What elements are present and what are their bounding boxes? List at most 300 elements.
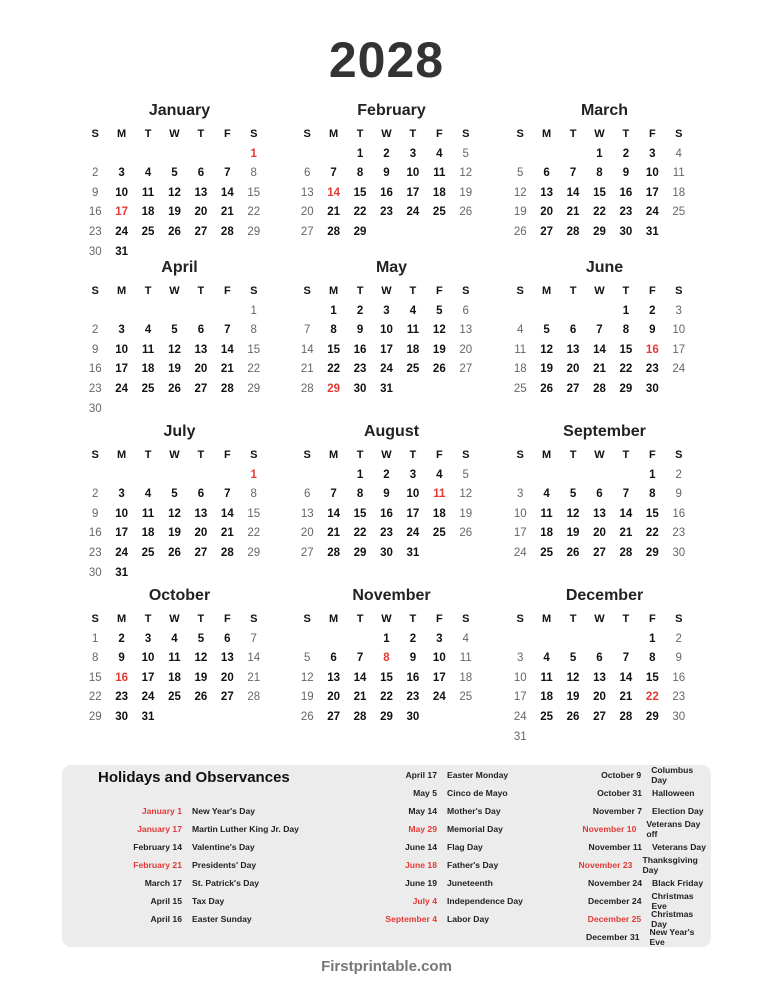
day-cell: 20: [194, 206, 208, 219]
day-cell: 2: [383, 468, 390, 481]
month-may: [294, 258, 479, 400]
holiday-name: Veterans Day: [652, 842, 706, 852]
day-cell: 30: [406, 710, 420, 723]
day-cell: 26: [432, 363, 446, 376]
day-cell: 19: [513, 206, 527, 219]
day-cell: 24: [115, 546, 129, 559]
day-cell: 7: [622, 652, 630, 665]
holiday-entry: [82, 838, 299, 856]
day-cell: 7: [596, 324, 603, 337]
week-row: [507, 466, 692, 486]
day-cell: 24: [672, 363, 686, 376]
day-cell: 6: [197, 167, 205, 180]
holiday-date: March 17: [144, 878, 182, 888]
day-cell: 26: [540, 382, 554, 395]
day-cell: 18: [432, 186, 446, 199]
day-cell: 2: [622, 147, 630, 160]
day-cell: 29: [619, 382, 633, 395]
day-cell: 19: [566, 527, 580, 540]
day-cell: 16: [380, 186, 393, 199]
weekday-header: W: [381, 449, 392, 461]
holiday-name: Labor Day: [447, 914, 490, 924]
day-cell: 22: [247, 206, 261, 219]
weekday-header: T: [622, 285, 630, 297]
weekday-header: S: [303, 285, 311, 297]
week-row: [82, 341, 267, 361]
day-cell: 10: [432, 652, 446, 665]
weekday-header-row: [294, 125, 479, 145]
day-cell: 24: [645, 206, 659, 219]
holiday-date: July 4: [412, 896, 437, 906]
weekday-header: W: [169, 449, 180, 461]
day-cell: 2: [92, 167, 99, 180]
holiday-date: June 18: [404, 860, 437, 870]
day-cell: 25: [540, 710, 554, 723]
weekday-header-row: [507, 282, 692, 302]
day-cell: 3: [409, 147, 417, 160]
holiday-date: October 31: [597, 788, 642, 798]
day-cell: 13: [194, 343, 208, 356]
holiday-name: Martin Luther King Jr. Day: [192, 824, 299, 834]
day-cell: 13: [566, 343, 580, 356]
day-cell: 9: [92, 343, 99, 356]
holiday-name: St. Patrick's Day: [192, 878, 260, 888]
day-cell: 30: [619, 225, 633, 238]
day-cell: 19: [566, 691, 580, 704]
weekday-header: T: [622, 613, 630, 625]
day-cell: 27: [194, 225, 208, 238]
day-cell: 28: [220, 225, 234, 238]
day-cell: 15: [619, 343, 633, 356]
day-cell: 15: [247, 186, 261, 199]
day-cell: 4: [144, 488, 152, 501]
day-cell: 17: [115, 527, 129, 540]
weekday-header: S: [516, 613, 524, 625]
weekday-header-row: [82, 610, 267, 630]
day-cell: 13: [459, 324, 473, 337]
day-cell: 22: [619, 363, 633, 376]
day-cell: 1: [356, 147, 364, 160]
day-cell: 19: [168, 206, 181, 219]
holiday-name: New Year's Eve: [649, 927, 695, 947]
day-cell: 25: [540, 546, 554, 559]
day-cell: 16: [406, 671, 420, 684]
week-row: [507, 164, 692, 184]
weekday-header: T: [197, 449, 205, 461]
day-cell: 25: [513, 382, 527, 395]
holiday-date: October 9: [601, 770, 642, 780]
day-cell: 24: [115, 382, 129, 395]
day-cell: 13: [593, 507, 606, 520]
day-cell: 8: [250, 167, 257, 180]
day-cell: 18: [168, 671, 181, 684]
holiday-entry: [302, 874, 523, 892]
day-cell: 9: [92, 507, 99, 520]
day-cell: 24: [380, 363, 393, 376]
day-cell: 19: [432, 343, 446, 356]
month-name: December: [565, 587, 644, 604]
day-cell: 11: [141, 507, 155, 520]
weekday-header: S: [675, 285, 683, 297]
week-row: [507, 145, 692, 165]
day-cell: 26: [194, 691, 208, 704]
holiday-date: November 23: [578, 860, 633, 870]
day-cell: 31: [115, 566, 129, 579]
day-cell: 13: [300, 186, 314, 199]
day-cell: 5: [197, 632, 205, 645]
day-cell: 15: [247, 507, 261, 520]
day-cell: 2: [409, 632, 417, 645]
day-cell: 16: [115, 671, 129, 684]
week-row: [294, 184, 479, 204]
holiday-entry: [82, 892, 299, 910]
day-cell: 15: [645, 507, 659, 520]
weekday-header: T: [622, 128, 630, 140]
day-cell: 8: [250, 324, 257, 337]
day-cell: 18: [540, 527, 554, 540]
day-cell: 16: [88, 206, 102, 219]
day-cell: 2: [356, 304, 364, 317]
holiday-name: Easter Monday: [447, 770, 509, 780]
day-cell: 15: [88, 671, 102, 684]
day-cell: 25: [141, 382, 155, 395]
day-cell: 28: [619, 710, 633, 723]
weekday-header-row: [294, 610, 479, 630]
day-cell: 6: [462, 304, 469, 317]
week-row: [507, 321, 692, 341]
day-cell: 1: [330, 304, 337, 317]
month-name: October: [148, 587, 211, 604]
month-april: [82, 258, 267, 419]
holiday-name: Columbus Day: [651, 765, 694, 785]
week-row: [82, 223, 267, 243]
week-row: [294, 380, 479, 400]
day-cell: 28: [327, 225, 341, 238]
weekday-header: S: [462, 613, 470, 625]
day-cell: 10: [115, 507, 129, 520]
day-cell: 31: [141, 710, 155, 723]
week-row: [294, 164, 479, 184]
day-cell: 12: [513, 186, 527, 199]
day-cell: 27: [300, 225, 314, 238]
day-cell: 23: [115, 691, 129, 704]
week-row: [82, 505, 267, 525]
weekday-header: W: [381, 128, 392, 140]
holidays-column-2: [302, 766, 523, 928]
day-cell: 25: [141, 225, 155, 238]
day-cell: 22: [645, 527, 659, 540]
holiday-name: Christmas Day: [651, 909, 694, 929]
day-cell: 5: [171, 488, 178, 501]
weekday-header: F: [648, 128, 656, 140]
month-march: [507, 101, 692, 243]
day-cell: 27: [593, 710, 606, 723]
day-cell: 24: [406, 527, 420, 540]
weekday-header: T: [356, 128, 364, 140]
day-cell: 13: [540, 186, 554, 199]
day-cell: 26: [513, 225, 527, 238]
month-july: [82, 422, 267, 583]
weekday-header: M: [542, 128, 552, 140]
day-cell: 6: [197, 324, 205, 337]
day-cell: 11: [540, 671, 553, 684]
month-august: [294, 422, 479, 564]
week-row: [294, 708, 479, 728]
day-cell: 8: [596, 167, 603, 180]
month-name: June: [585, 259, 624, 276]
day-cell: 12: [432, 324, 446, 337]
month-name: August: [363, 423, 420, 440]
day-cell: 18: [141, 363, 155, 376]
week-row: [294, 688, 479, 708]
day-cell: 28: [247, 691, 261, 704]
day-cell: 10: [115, 343, 129, 356]
day-cell: 6: [596, 488, 603, 501]
day-cell: 25: [432, 206, 446, 219]
day-cell: 18: [406, 343, 420, 356]
day-cell: 12: [566, 671, 580, 684]
weekday-header: M: [117, 449, 127, 461]
day-cell: 19: [300, 691, 314, 704]
holiday-entry: [502, 892, 711, 910]
holiday-name: Cinco de Mayo: [447, 788, 508, 798]
day-cell: 8: [649, 652, 656, 665]
day-cell: 5: [462, 147, 469, 160]
day-cell: 30: [645, 382, 659, 395]
day-cell: 10: [513, 507, 527, 520]
holiday-entry: [502, 856, 711, 874]
day-cell: 26: [566, 546, 580, 559]
month-name: May: [375, 259, 408, 276]
day-cell: 22: [88, 691, 102, 704]
weekday-header: F: [648, 449, 656, 461]
week-row: [82, 203, 267, 223]
day-cell: 18: [513, 363, 527, 376]
week-row: [507, 485, 692, 505]
year-title: 2028: [328, 32, 445, 88]
holiday-name: New Year's Day: [192, 806, 256, 816]
weekday-header: T: [409, 285, 417, 297]
month-name: February: [357, 102, 426, 119]
day-cell: 17: [406, 507, 420, 520]
day-cell: 22: [247, 527, 261, 540]
day-cell: 12: [540, 343, 554, 356]
holiday-name: Mother's Day: [447, 806, 501, 816]
week-row: [507, 544, 692, 564]
month-grid: [294, 610, 479, 728]
day-cell: 23: [353, 363, 367, 376]
holiday-name: Black Friday: [652, 878, 704, 888]
month-grid: [82, 610, 267, 728]
day-cell: 7: [224, 167, 231, 180]
weekday-header: F: [435, 613, 443, 625]
day-cell: 6: [304, 488, 311, 501]
day-cell: 16: [380, 507, 393, 520]
holiday-name: Flag Day: [447, 842, 483, 852]
day-cell: 12: [168, 186, 181, 199]
weekday-header: T: [197, 285, 205, 297]
day-cell: 27: [220, 691, 234, 704]
day-cell: 4: [517, 324, 524, 337]
day-cell: 3: [118, 488, 125, 501]
day-cell: 22: [645, 691, 659, 704]
holiday-entry: [502, 820, 711, 838]
day-cell: 29: [247, 382, 261, 395]
month-grid: [82, 125, 267, 262]
weekday-header: T: [409, 449, 417, 461]
weekday-header: M: [329, 128, 339, 140]
day-cell: 8: [250, 488, 257, 501]
holiday-name: Easter Sunday: [192, 914, 252, 924]
day-cell: 6: [543, 167, 550, 180]
week-row: [294, 544, 479, 564]
holiday-name: Independence Day: [447, 896, 523, 906]
day-cell: 21: [353, 691, 367, 704]
month-name: March: [580, 102, 629, 119]
day-cell: 18: [141, 206, 155, 219]
week-row: [294, 360, 479, 380]
day-cell: 3: [383, 304, 390, 317]
holiday-entry: [502, 874, 711, 892]
day-cell: 28: [566, 225, 580, 238]
day-cell: 22: [353, 206, 367, 219]
week-row: [82, 688, 267, 708]
weekday-header: S: [516, 449, 524, 461]
holiday-entry: [502, 838, 711, 856]
weekday-header: W: [169, 613, 180, 625]
day-cell: 13: [300, 507, 314, 520]
day-cell: 20: [194, 527, 208, 540]
weekday-header: T: [622, 449, 630, 461]
day-cell: 22: [247, 363, 261, 376]
day-cell: 9: [409, 652, 417, 665]
weekday-header: S: [462, 285, 470, 297]
week-row: [507, 184, 692, 204]
week-row: [82, 380, 267, 400]
day-cell: 16: [88, 527, 102, 540]
week-row: [82, 164, 267, 184]
day-cell: 8: [356, 488, 364, 501]
week-row: [294, 630, 479, 650]
day-cell: 2: [92, 324, 99, 337]
weekday-header: T: [569, 449, 577, 461]
day-cell: 21: [327, 206, 341, 219]
day-cell: 24: [141, 691, 155, 704]
weekday-header: T: [144, 613, 152, 625]
day-cell: 22: [327, 363, 341, 376]
day-cell: 5: [436, 304, 443, 317]
holiday-date: December 31: [586, 932, 640, 942]
day-cell: 16: [619, 186, 633, 199]
day-cell: 27: [540, 225, 554, 238]
day-cell: 29: [645, 710, 659, 723]
day-cell: 7: [622, 488, 630, 501]
holiday-name: Halloween: [652, 788, 695, 798]
month-october: [82, 586, 267, 728]
weekday-header: S: [91, 449, 99, 461]
week-row: [507, 360, 692, 380]
day-cell: 29: [327, 382, 341, 395]
weekday-header: T: [144, 285, 152, 297]
day-cell: 31: [645, 225, 659, 238]
day-cell: 27: [593, 546, 606, 559]
day-cell: 16: [645, 343, 659, 356]
month-grid: [82, 446, 267, 583]
weekday-header: F: [648, 613, 656, 625]
day-cell: 3: [144, 632, 152, 645]
day-cell: 6: [569, 324, 577, 337]
weekday-header: M: [329, 613, 339, 625]
day-cell: 1: [649, 468, 656, 481]
day-cell: 10: [406, 167, 420, 180]
weekday-header: M: [329, 449, 339, 461]
holiday-name: Thanksgiving Day: [642, 855, 698, 875]
weekday-header: S: [91, 128, 99, 140]
holiday-entry: [502, 910, 711, 928]
day-cell: 11: [672, 167, 685, 180]
weekday-header-row: [294, 282, 479, 302]
day-cell: 12: [459, 167, 473, 180]
month-grid: [82, 282, 267, 419]
day-cell: 1: [596, 147, 603, 160]
week-row: [82, 708, 267, 728]
day-cell: 23: [672, 691, 686, 704]
day-cell: 30: [88, 245, 102, 258]
day-cell: 18: [540, 691, 554, 704]
day-cell: 31: [513, 730, 527, 743]
holiday-entry: [502, 802, 711, 820]
day-cell: 20: [220, 671, 234, 684]
week-row: [294, 524, 479, 544]
day-cell: 13: [593, 671, 606, 684]
day-cell: 23: [380, 206, 393, 219]
day-cell: 18: [432, 507, 446, 520]
day-cell: 11: [514, 343, 527, 356]
weekday-header: W: [169, 285, 180, 297]
day-cell: 24: [513, 710, 527, 723]
holiday-date: June 19: [404, 878, 437, 888]
holiday-date: December 24: [587, 896, 642, 906]
day-cell: 14: [300, 343, 314, 356]
day-cell: 26: [300, 710, 314, 723]
day-cell: 26: [459, 527, 473, 540]
weekday-header: M: [542, 449, 552, 461]
holiday-date: June 14: [404, 842, 437, 852]
week-row: [507, 380, 692, 400]
day-cell: 7: [330, 167, 337, 180]
day-cell: 16: [672, 671, 686, 684]
day-cell: 1: [356, 468, 364, 481]
day-cell: 12: [300, 671, 314, 684]
weekday-header: W: [594, 128, 605, 140]
holiday-date: April 16: [150, 914, 182, 924]
holiday-name: Christmas Eve: [651, 891, 694, 911]
day-cell: 17: [432, 671, 446, 684]
day-cell: 28: [327, 546, 341, 559]
day-cell: 18: [141, 527, 155, 540]
day-cell: 14: [619, 507, 633, 520]
day-cell: 22: [593, 206, 606, 219]
day-cell: 23: [672, 527, 686, 540]
holidays-column-3: [502, 766, 711, 946]
weekday-header: S: [250, 613, 258, 625]
day-cell: 18: [672, 186, 686, 199]
holiday-date: April 15: [150, 896, 182, 906]
day-cell: 31: [380, 382, 393, 395]
weekday-header: S: [91, 285, 99, 297]
day-cell: 22: [353, 527, 367, 540]
day-cell: 21: [220, 206, 234, 219]
